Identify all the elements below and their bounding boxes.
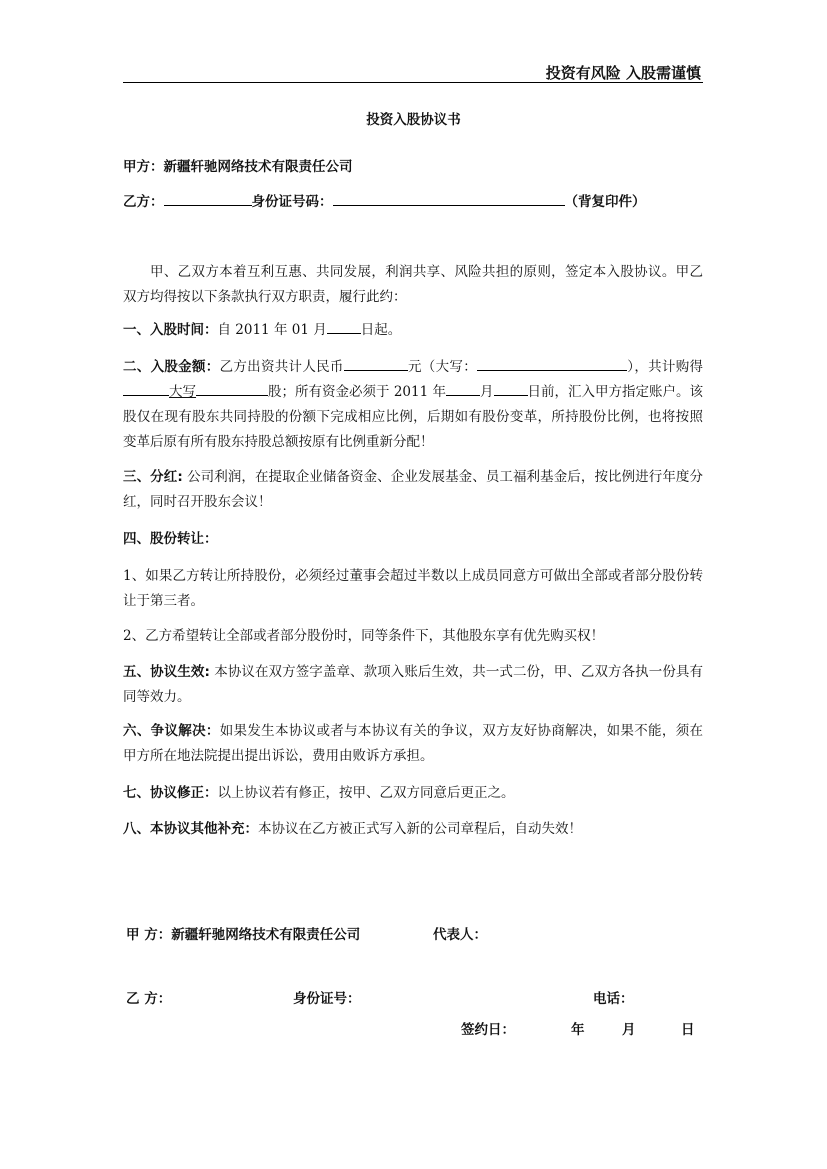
sign-date-year[interactable]: 年 [571, 1022, 585, 1038]
section-2-heading: 二、入股金额： [123, 359, 220, 375]
amount-words-blank[interactable] [477, 356, 627, 371]
section-4-heading [123, 527, 703, 552]
party-b-line [123, 190, 646, 210]
section-4-item-1: 1、如果乙方转让所持股份，必须经过董事会超过半数以上成员同意方可做出全部或者部分股份转让于第三者。 [123, 568, 703, 609]
section-2-text-2: 元（大写： [407, 359, 477, 375]
sign-id-label[interactable]: 身份证号： [293, 991, 361, 1007]
document-title: 投资入股协议书 [366, 112, 461, 128]
section-2-text-3: ），共计购得 [627, 359, 704, 375]
section-1 [123, 318, 703, 343]
section-7-text: 以上协议若有修正，按甲、乙双方同意后更正之。 [217, 785, 515, 801]
section-2-daxie: 大写 [169, 384, 197, 400]
sign-date-label: 签约日： [461, 1022, 515, 1038]
sign-date-day[interactable]: 日 [681, 1022, 695, 1038]
party-b-name-blank[interactable] [164, 191, 252, 206]
id-number-blank[interactable] [333, 191, 565, 206]
section-8 [123, 817, 703, 842]
section-2-text-6: 月 [479, 384, 494, 400]
section-3 [123, 465, 703, 515]
section-2-text-7: 日前，汇入甲方指定账户。该股仅在现有股东共同持股的份额下完成相应比例，后期如有股份变革，所持股份比例，也将按照变革后原有所有股东持股总额按原有比例重新分配！ [123, 384, 704, 450]
section-6-heading: 六、争议解决： [123, 723, 220, 739]
shares-words-blank[interactable] [196, 381, 268, 396]
sign-date-month[interactable]: 月 [622, 1022, 636, 1038]
sign-representative-label[interactable]: 代表人： [433, 927, 487, 943]
deposit-day-blank[interactable] [494, 381, 528, 396]
section-3-text: 公司利润，在提取企业储备资金、企业发展基金、员工福利基金后，按比例进行年度分红，同时召开股东会议！ [123, 469, 703, 510]
sign-phone-label[interactable]: 电话： [593, 991, 634, 1007]
section-6 [123, 719, 703, 769]
section-2 [123, 355, 703, 455]
section-8-heading: 八、本协议其他补充： [123, 821, 258, 837]
section-6-text: 如果发生本协议或者与本协议有关的争议，双方友好协商解决，如果不能，须在甲方所在地法院提出提出诉讼，费用由败诉方承担。 [123, 723, 704, 764]
party-a-label: 甲方： [123, 159, 164, 175]
section-1-text-a: 自 2011 年 01 月 [217, 322, 327, 338]
sign-party-a [126, 923, 360, 943]
sign-party-b-label[interactable]: 乙 方： [126, 991, 172, 1007]
section-5 [123, 660, 703, 710]
id-label: 身份证号码： [251, 194, 333, 210]
section-1-heading: 一、入股时间： [123, 322, 218, 338]
section-8-text: 本协议在乙方被正式写入新的公司章程后，自动失效！ [258, 821, 582, 837]
start-day-blank[interactable] [327, 319, 361, 334]
section-4-item-2: 2、乙方希望转让全部或者部分股份时，同等条件下，其他股东享有优先购买权！ [123, 628, 605, 644]
header-divider [123, 82, 703, 83]
id-suffix: （背复印件） [564, 194, 646, 210]
section-7-heading: 七、协议修正： [123, 785, 218, 801]
section-5-heading: 五、协议生效: [123, 664, 210, 680]
party-b-label: 乙方： [123, 194, 164, 210]
deposit-month-blank[interactable] [446, 381, 480, 396]
party-a-line [123, 155, 353, 175]
risk-notice: 投资有风险 入股需谨慎 [545, 64, 701, 82]
section-7 [123, 781, 703, 806]
section-2-text-5: 股；所有资金必须于 2011 年 [268, 384, 446, 400]
section-2-text-1: 乙方出资共计人民币 [219, 359, 344, 375]
party-a-name: 新疆轩驰网络技术有限责任公司 [163, 159, 353, 175]
section-5-text: 本协议在双方签字盖章、款项入账后生效，共一式二份，甲、乙双方各执一份具有同等效力。 [123, 664, 703, 705]
section-3-heading: 三、分红: [123, 469, 183, 485]
section-4-heading-text: 四、股份转让： [123, 531, 218, 547]
intro-paragraph: 甲、乙双方本着互利互惠、共同发展，利润共享、风险共担的原则，签定本入股协议。甲乙双方均得按以下条款执行双方职责，履行此约： [123, 264, 703, 305]
amount-blank[interactable] [344, 356, 408, 371]
shares-blank[interactable] [123, 381, 169, 396]
section-1-text-b: 日起。 [360, 322, 402, 338]
sign-party-a-label: 甲 方： [126, 927, 172, 943]
sign-party-a-name: 新疆轩驰网络技术有限责任公司 [171, 927, 361, 943]
